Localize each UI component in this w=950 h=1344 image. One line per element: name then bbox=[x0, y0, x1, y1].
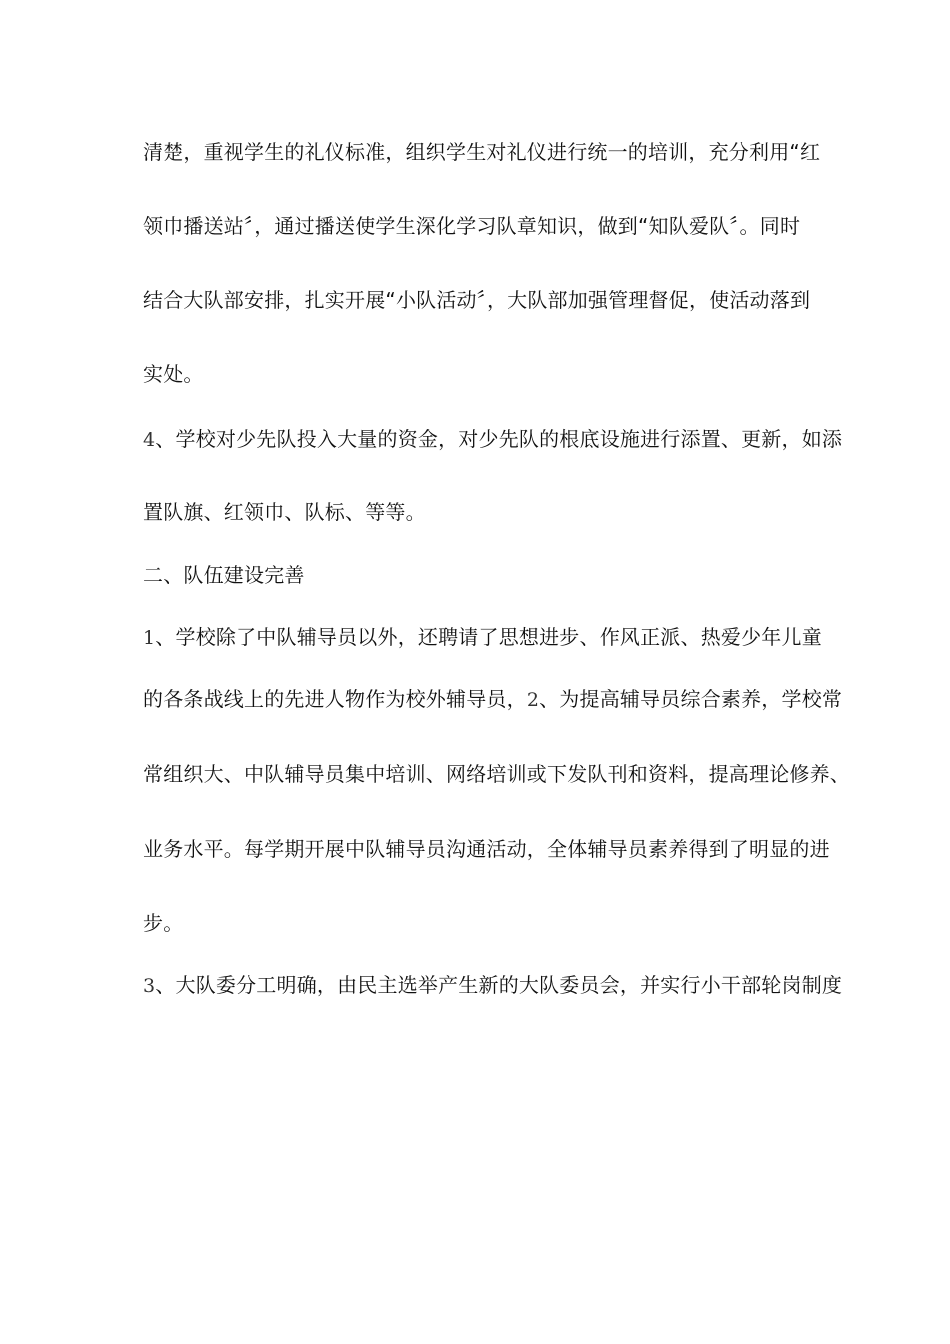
line-text: 领巾播送站〞，通过播送使学生深化学习队章知识，做到“知队爱队〞。同时 bbox=[143, 214, 801, 238]
list-number: 1 bbox=[143, 627, 156, 649]
heading-text: 二、队伍建设完善 bbox=[143, 563, 305, 587]
line-text: 清楚，重视学生的礼仪标准，组织学生对礼仪进行统一的培训，充分利用“红 bbox=[143, 140, 821, 164]
paragraph-line-11 bbox=[143, 837, 830, 861]
paragraph-line-2 bbox=[143, 214, 823, 238]
line-text: 、学校除了中队辅导员以外，还聘请了思想进步、作风正派、热爱少年儿童 bbox=[155, 625, 822, 649]
list-number: 3 bbox=[143, 975, 156, 997]
list-number: 2 bbox=[526, 689, 540, 711]
paragraph-line-6 bbox=[143, 500, 823, 524]
paragraph-line-10 bbox=[143, 762, 850, 786]
line-text: 置队旗、红领巾、队标、等等。 bbox=[143, 500, 426, 524]
list-item-4 bbox=[143, 427, 843, 452]
paragraph-line-12 bbox=[143, 911, 823, 935]
line-text: 业务水平。每学期开展中队辅导员沟通活动，全体辅导员素养得到了明显的进 bbox=[143, 837, 830, 861]
line-text: 步。 bbox=[143, 911, 184, 935]
list-item-3 bbox=[143, 973, 843, 998]
line-text: 、大队委分工明确，由民主选举产生新的大队委员会，并实行小干部轮岗制度 bbox=[155, 973, 843, 997]
line-text: 结合大队部安排，扎实开展“小队活动〞，大队部加强管理督促，使活动落到 bbox=[143, 288, 811, 312]
line-text: 常组织大、中队辅导员集中培训、网络培训或下发队刊和资料，提高理论修养、 bbox=[143, 762, 850, 786]
paragraph-line-1 bbox=[143, 140, 823, 164]
section-heading bbox=[143, 563, 823, 587]
line-text: 、为提高辅导员综合素养，学校常 bbox=[539, 687, 843, 711]
list-item-2-line bbox=[143, 687, 843, 712]
paragraph-line-4 bbox=[143, 362, 823, 386]
list-number: 4 bbox=[143, 429, 156, 451]
paragraph-line-3 bbox=[143, 288, 823, 312]
list-item-1 bbox=[143, 625, 823, 650]
line-text: 实处。 bbox=[143, 362, 204, 386]
line-text: 、学校对少先队投入大量的资金，对少先队的根底设施进行添置、更新，如添 bbox=[155, 427, 843, 451]
line-text: 的各条战线上的先进人物作为校外辅导员， bbox=[143, 687, 527, 711]
